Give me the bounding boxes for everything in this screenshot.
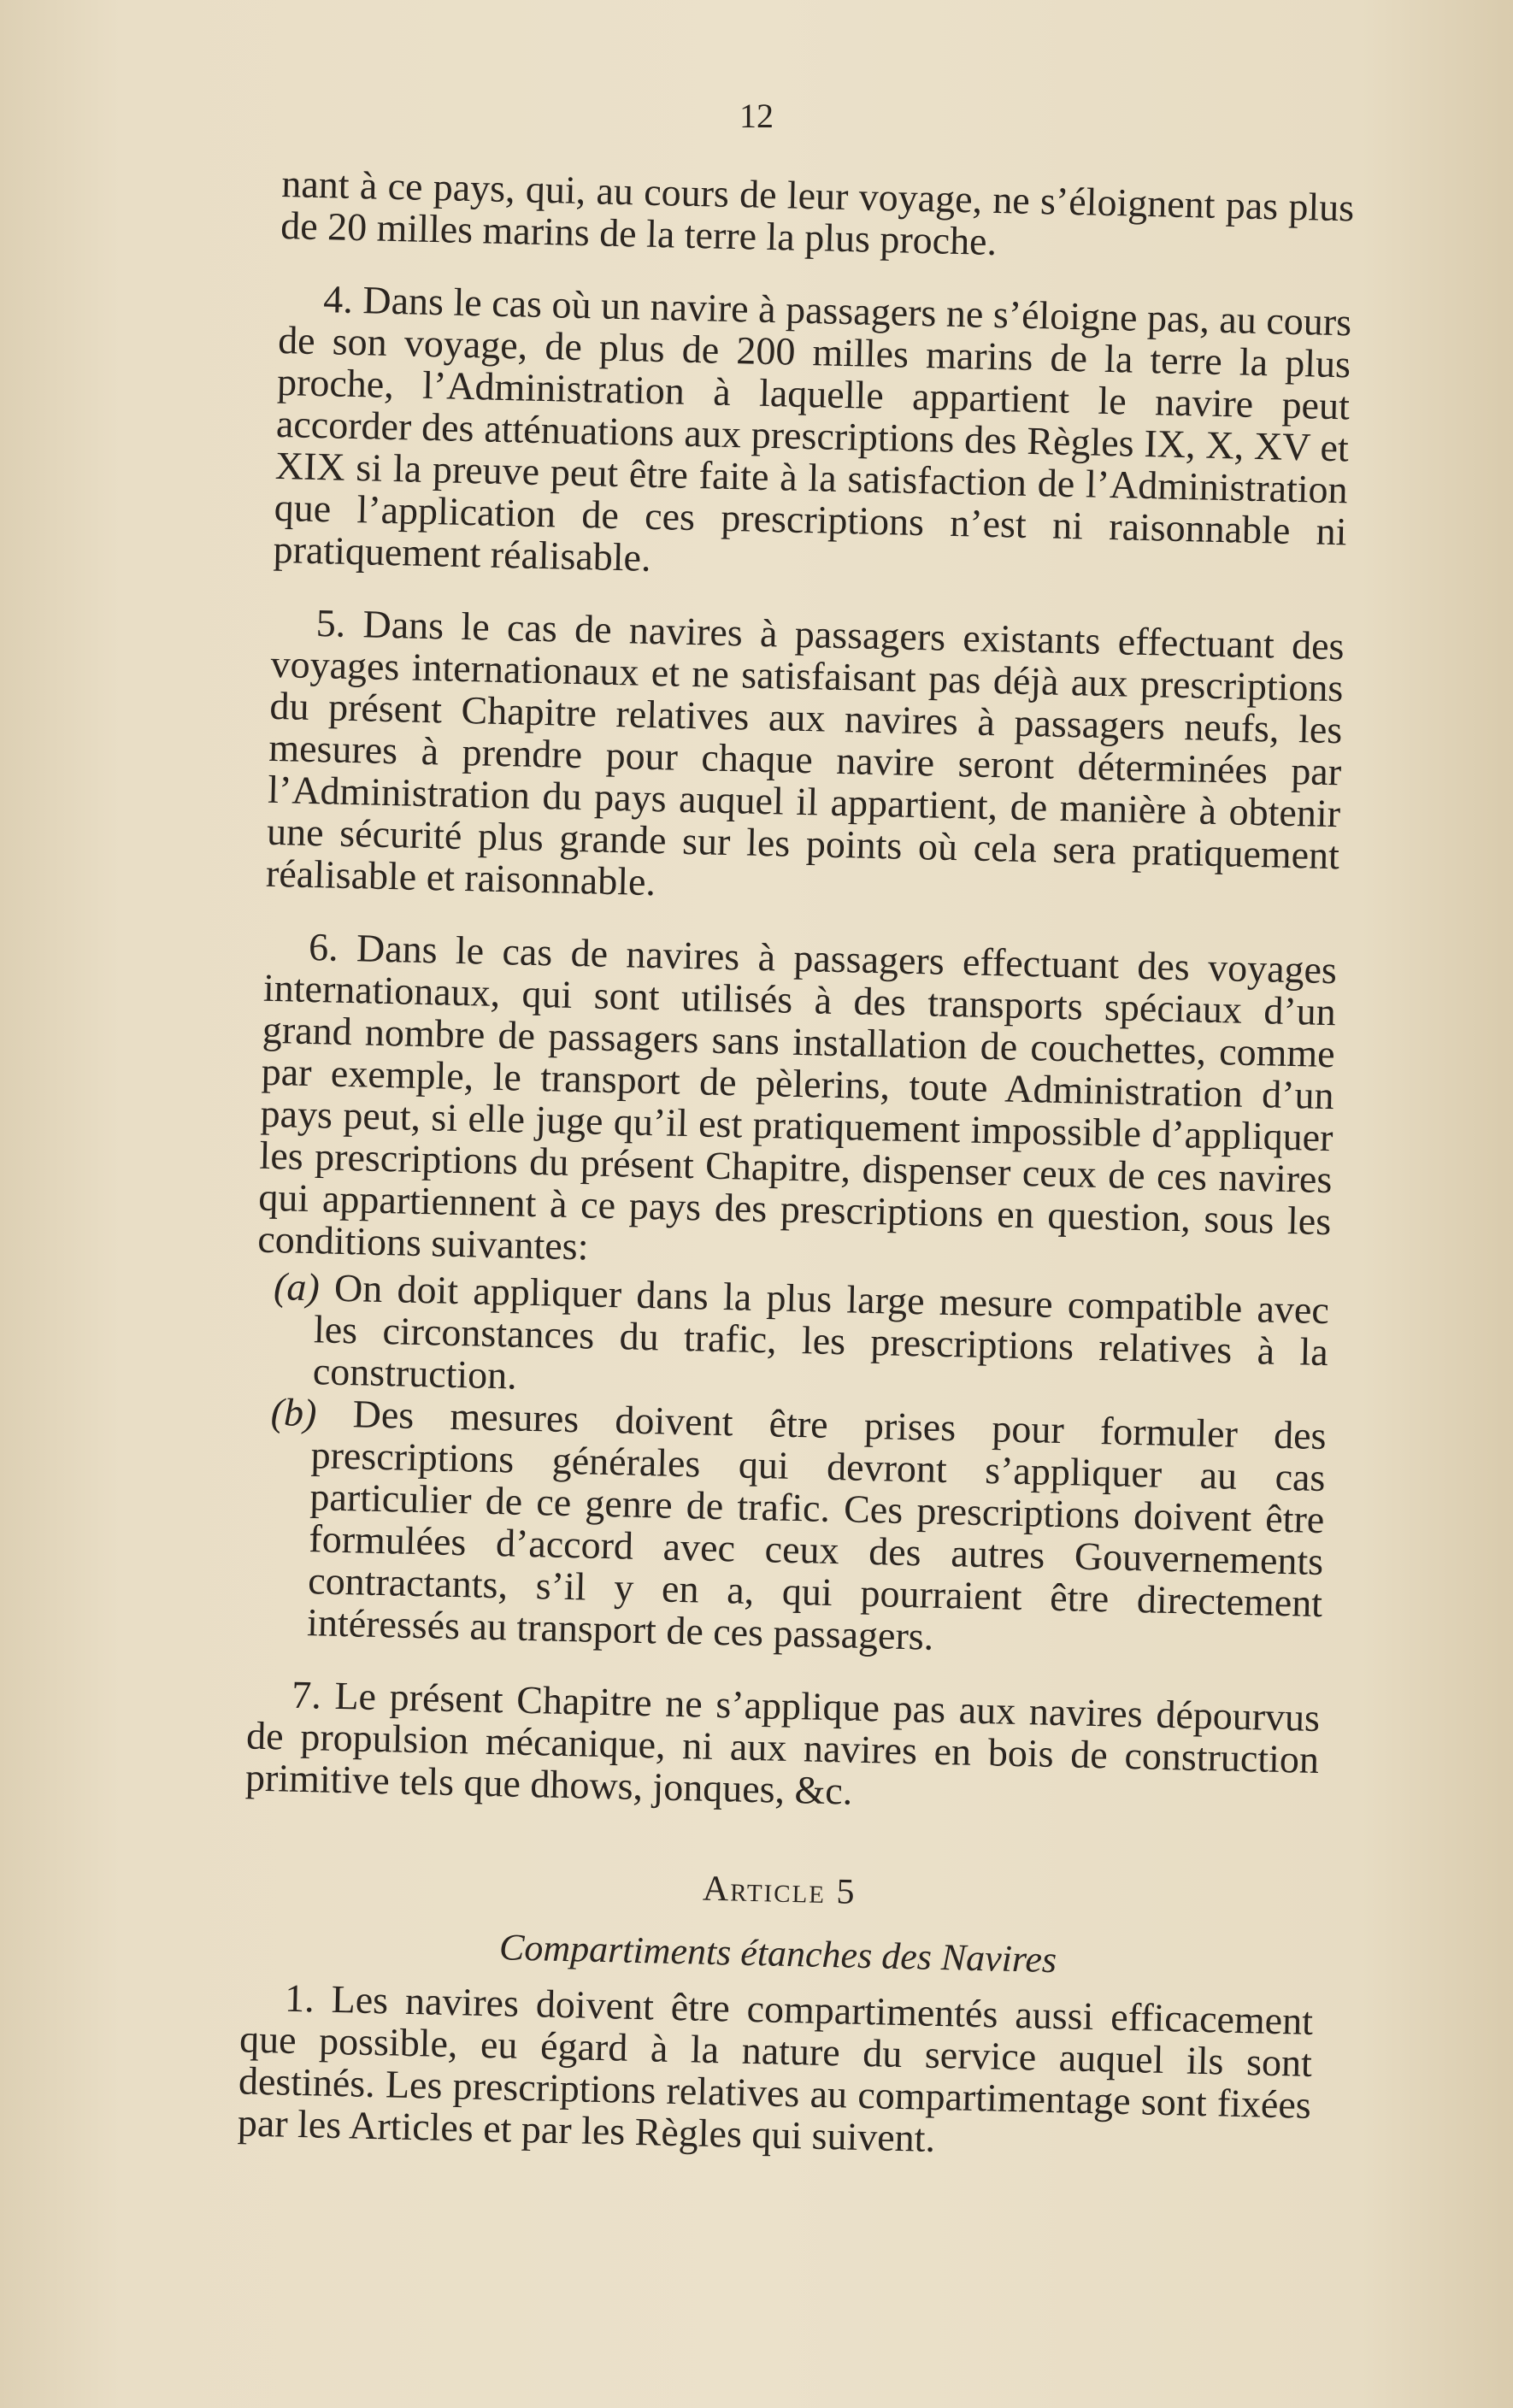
article-subtitle: Compartiments étanches des Navires xyxy=(498,1926,1057,1981)
subparagraph-6a-text: On doit appliquer dans la plus large mesure compatible avec les circonstances du trafic, les prescriptions relatives à la construction. xyxy=(312,1265,1330,1398)
article-heading: Article 5 xyxy=(702,1869,857,1912)
body-text xyxy=(237,162,1355,2199)
page-number: 12 xyxy=(739,97,774,135)
paragraph-7: 7. Le présent Chapitre ne s’applique pas aux navires dépourvus de propulsion mécanique, ni aux navires en bois de construction primitive tels que dhows, jonques, &c. xyxy=(244,1672,1321,1813)
subparagraph-6a xyxy=(254,1265,1329,1415)
subparagraph-6a-label: (a) xyxy=(273,1264,321,1310)
subparagraph-6b-text: Des mesures doivent être prises pour formuler des prescriptions générales qui devront s’appliquer au cas particulier de ce genre de trafic. Ces prescriptions doivent être formulées d’accord avec ceux des autres Gouvernements contractants, s’il y en a, qui pourraient être directement intéressés au transport de ces passagers. xyxy=(306,1392,1328,1658)
subparagraph-6b xyxy=(249,1391,1327,1666)
paragraph-4: 4. Dans le cas où un navire à passagers ne s’éloigne pas, au cours de son voyage, de plus de 200 milles marins de la terre la plus proche, l’Administration à laquelle appartient le navire peut accorder des atténuations aux prescriptions des Règles IX, X, XV et XIX si la preuve peut être faite à la satisfaction de l’Administration que l’application de ces prescriptions n’est ni raisonnable ni pratiquement réalisable. xyxy=(273,277,1352,580)
paragraph-6: 6. Dans le cas de navires à passagers effectuant des voyages internationaux, qui sont utilisés à des transports spéciaux d’un grand nombre de passagers sans installation de couchettes, comme par exemple, le transport de pèlerins, toute Administration d’un pays peut, si elle juge qu’il est pratiquement impossible d’appliquer les prescriptions du présent Chapitre, dispenser ceux de ces navires qui appartiennent à ce pays des prescriptions en question, sous les conditions suivantes: xyxy=(256,924,1338,1269)
article-paragraph-1: 1. Les navires doivent être compartimentés aussi efficacement que possible, eu égard à la nature du service auquel ils sont destinés. Les prescriptions relatives au compartimentage sont fixées par les Articles et par les Règles qui suivent. xyxy=(237,1975,1314,2160)
paragraph-continued: nant à ce pays, qui, au cours de leur voyage, ne s’éloignent pas plus de 20 milles marins de la terre la plus proche. xyxy=(280,162,1355,263)
paragraph-5: 5. Dans le cas de navires à passagers existants effectuant des voyages internationaux et ne satisfaisant pas déjà aux prescriptions du présent Chapitre relatives aux navires à passagers neufs, les mesures à prendre pour chaque navire seront déterminées par l’Administration du pays auquel il appartient, de manière à obtenir une sécurité plus grande sur les points où cela sera pratiquement réalisable et raisonnable. xyxy=(265,601,1345,904)
subparagraph-6b-label: (b) xyxy=(270,1390,318,1435)
